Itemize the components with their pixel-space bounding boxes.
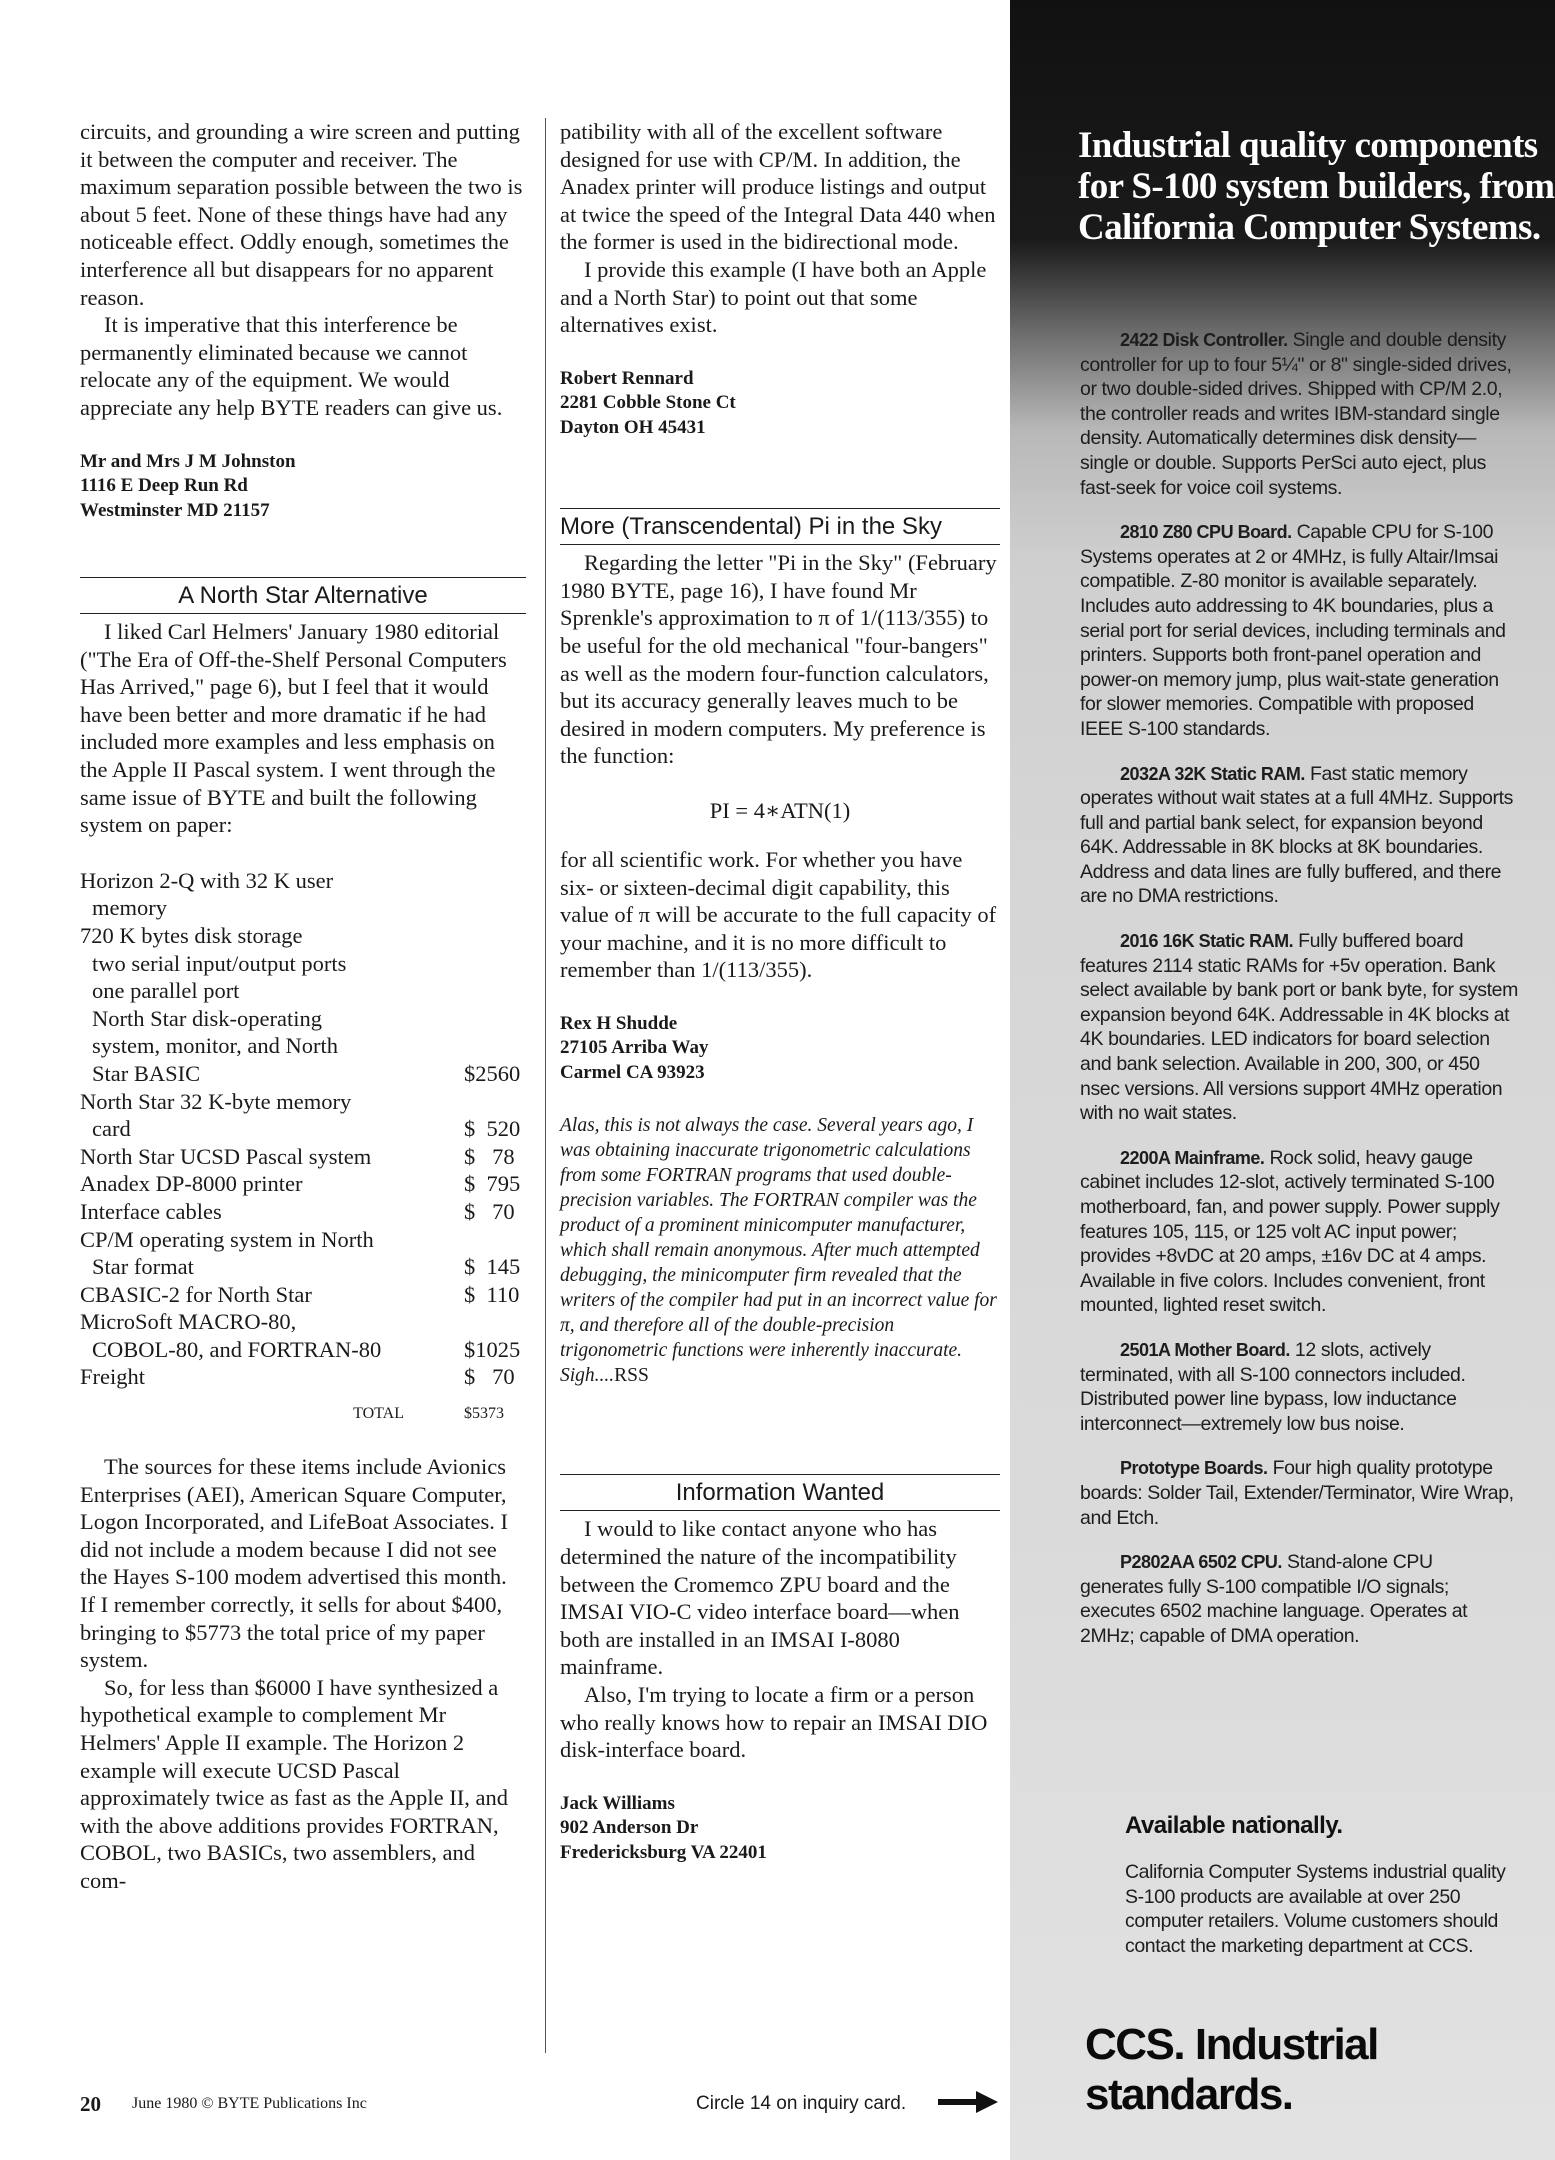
letter-paragraph: I provide this example (I have both an Apple and a North Star) to point out that some alternatives exist. bbox=[560, 256, 987, 338]
item-name: North Star UCSD Pascal system bbox=[80, 1143, 372, 1169]
letter-paragraph: Regarding the letter "Pi in the Sky" (February 1980 BYTE, page 16), I have found Mr Sprenkle's approximation to π of 1/(113/355) to be useful for the old mechanical "four-bangers" as well as the modern four-function calculators, but its accuracy generally leaves much to be desired in modern computers. My preference is the function: bbox=[560, 550, 997, 769]
ad-product-text: Single and double density controller for up to four 5¼" or 8" single-sided drives, or two double-sided drives. Shipped with CP/M 2.0, the controller reads and writes IBM-standard single density. Automatically determines disk density—single or double. Supports PerSci auto eject, plus fast-seek for voice coil systems. bbox=[1080, 329, 1512, 499]
column-2 bbox=[560, 118, 1000, 1865]
ad-product-name: 2810 Z80 CPU Board. bbox=[1120, 522, 1292, 543]
price-list-item bbox=[80, 1115, 526, 1143]
item-price bbox=[464, 922, 526, 950]
item-price bbox=[464, 950, 526, 978]
ad-product bbox=[1080, 328, 1520, 500]
price-list-item bbox=[80, 977, 526, 1005]
ad-product-text: Rock solid, heavy gauge cabinet includes 12-slot, actively terminated S-100 motherboard, fan, and power supply. Power supply features 105, 115, or 125 volt AC input power; provides +8vDC at 20 amps, ±16v DC at 4 amps. Available in five colors. Includes convenient, front mounted, lighted reset switch. bbox=[1080, 1146, 1500, 1317]
item-price: $ 520 bbox=[464, 1116, 521, 1142]
section-heading-information-wanted: Information Wanted bbox=[560, 1474, 1000, 1511]
price-list-item bbox=[80, 1363, 526, 1391]
item-name: North Star 32 K-byte memory bbox=[80, 1088, 352, 1114]
ad-product-name: 2422 Disk Controller. bbox=[1120, 330, 1288, 350]
item-price: $ 70 bbox=[464, 1198, 515, 1224]
item-name: memory bbox=[92, 895, 167, 921]
item-price: $ 78 bbox=[464, 1143, 515, 1169]
ad-available-title: Available nationally. bbox=[1125, 1812, 1343, 1839]
page-number: 20 bbox=[80, 2092, 101, 2116]
item-name: North Star disk-operating bbox=[92, 1005, 322, 1031]
item-price bbox=[464, 894, 526, 922]
price-list-item bbox=[80, 1088, 526, 1116]
signature-williams: Jack Williams 902 Anderson Dr Fredericksburg VA 22401 bbox=[560, 1792, 767, 1863]
ad-product-name: 2200A Mainframe. bbox=[1120, 1147, 1265, 1168]
item-name: Star BASIC bbox=[92, 1060, 201, 1086]
ad-product-text: Stand-alone CPU generates fully S-100 compatible I/O signals; executes 6502 machine language. Operates at 2MHz; capable of DMA operation. bbox=[1080, 1551, 1468, 1647]
price-list-item bbox=[80, 1226, 526, 1254]
price-list-item bbox=[80, 1143, 526, 1171]
price-list-item bbox=[80, 867, 526, 895]
letter-paragraph: So, for less than $6000 I have synthesized a hypothetical example to complement Mr Helmers' Apple II example. The Horizon 2 example will execute UCSD Pascal approximately twice as fast as the Apple II, and with the above additions provides FORTRAN, COBOL, two BASICs, two assemblers, and com- bbox=[80, 1674, 508, 1893]
ad-product bbox=[1080, 762, 1520, 910]
arrow-right-icon bbox=[938, 2091, 998, 2113]
ad-product bbox=[1080, 1550, 1520, 1648]
section-heading-pi: More (Transcendental) Pi in the Sky bbox=[560, 508, 1000, 545]
price-list-item bbox=[80, 1005, 526, 1033]
price-list-item bbox=[80, 1308, 526, 1336]
price-list-item bbox=[80, 1198, 526, 1226]
item-price bbox=[464, 1308, 526, 1336]
total-label: TOTAL bbox=[353, 1405, 404, 1423]
letter-paragraph: The sources for these items include Avionics Enterprises (AEI), American Square Computer, Logon Incorporated, and LifeBoat Associates. I did not include a modem because I did not see the Hayes S-100 modem advertised this month. If I remember correctly, it sells for about $400, bringing to $5773 the total price of my paper system. bbox=[80, 1454, 508, 1673]
ad-product bbox=[1080, 520, 1520, 741]
item-name: 720 K bytes disk storage bbox=[80, 922, 303, 948]
letter-paragraph: patibility with all of the excellent software designed for use with CP/M. In addition, the Anadex printer will produce listings and output at twice the speed of the Integral Data 440 when the former is used in the bidirectional mode. bbox=[560, 119, 996, 255]
price-list-item bbox=[80, 1170, 526, 1198]
item-price: $ 110 bbox=[464, 1281, 520, 1307]
item-price: $ 70 bbox=[464, 1364, 515, 1390]
item-name: two serial input/output ports bbox=[92, 950, 347, 976]
letter-paragraph: It is imperative that this interference be permanently eliminated because we cannot relocate any of the equipment. We would appreciate any help BYTE readers can give us. bbox=[80, 312, 503, 420]
item-price bbox=[464, 1226, 526, 1254]
ad-product bbox=[1080, 929, 1520, 1126]
item-name: Horizon 2-Q with 32 K user bbox=[80, 867, 334, 893]
price-list-item bbox=[80, 922, 526, 950]
ad-product-text: Capable CPU for S-100 Systems operates at 2 or 4MHz, is fully Altair/Imsai compatible. Z-80 monitor is available separately. Includes auto addressing to 4K boundaries, plus a serial port for serial devices, including terminals and printers. Supports both front-panel operation and power-on memory jump, plus wait-state generation for slower memories. Compatible with proposed IEEE S-100 standards. bbox=[1080, 521, 1506, 740]
column-divider bbox=[545, 118, 546, 2053]
inquiry-note: Circle 14 on inquiry card. bbox=[696, 2093, 907, 2114]
item-name: system, monitor, and North bbox=[92, 1033, 338, 1059]
ad-product-text: 12 slots, actively terminated, with all S-100 connectors included. Distributed power line bypass, low inductance interconnect—extremely low bus noise. bbox=[1080, 1338, 1466, 1435]
ad-product-name: 2032A 32K Static RAM. bbox=[1120, 763, 1305, 784]
section-heading-north-star: A North Star Alternative bbox=[80, 577, 526, 614]
ad-product-list bbox=[1080, 328, 1520, 1669]
ad-product bbox=[1080, 1338, 1520, 1436]
item-name: one parallel port bbox=[92, 978, 240, 1004]
total-value: $5373 bbox=[464, 1405, 504, 1423]
price-list bbox=[80, 867, 526, 1391]
ad-product-text: Fast static memory operates without wait states at a full 4MHz. Supports full and partial bank select, for expansion beyond 64K. Addressable in 8K blocks at 8K boundaries. Address and data lines are fully buffered, and there are no DMA restrictions. bbox=[1080, 762, 1513, 908]
letter-paragraph: for all scientific work. For whether you have six- or sixteen-decimal digit capability, this value of π will be accurate to the full capacity of your machine, and it is no more difficult to remember than 1/(113/355). bbox=[560, 847, 997, 983]
editor-note: Alas, this is not always the case. Several years ago, I was obtaining inaccurate trigonometric calculations from some FORTRAN programs that used double-precision variables. The FORTRAN compiler was the product of a prominent minicomputer manufacturer, which shall remain anonymous. After much attempted debugging, the minicomputer firm revealed that the writers of the compiler had put in an incorrect value for π, and therefore all of the double-precision trigonometric functions were inherently inaccurate. Sigh....RSS bbox=[560, 1115, 997, 1387]
ad-product-text: Four high quality prototype boards: Solder Tail, Extender/Terminator, Wire Wrap, and Etch. bbox=[1080, 1457, 1514, 1529]
item-name: Freight bbox=[80, 1364, 145, 1390]
price-list-item bbox=[80, 1336, 526, 1364]
item-name: card bbox=[92, 1116, 131, 1142]
item-name: CP/M operating system in North bbox=[80, 1226, 374, 1252]
item-price bbox=[464, 1088, 526, 1116]
ad-product-name: 2501A Mother Board. bbox=[1120, 1339, 1290, 1360]
letter-paragraph: Also, I'm trying to locate a firm or a person who really knows how to repair an IMSAI DIO disk-interface board. bbox=[560, 1682, 988, 1763]
item-price bbox=[464, 1005, 526, 1033]
item-price: $ 145 bbox=[464, 1254, 521, 1280]
price-list-item bbox=[80, 894, 526, 922]
item-price bbox=[464, 977, 526, 1005]
ad-product-name: Prototype Boards. bbox=[1120, 1458, 1268, 1479]
ad-product bbox=[1080, 1456, 1520, 1530]
item-name: Star format bbox=[92, 1254, 194, 1280]
ad-product-text: Fully buffered board features 2114 static RAMs for +5v operation. Bank select available by bank port or bank byte, for system expansion beyond 64K. Addressable in 4K blocks at 4K boundaries. LED indicators for board selection and bank selection. Available in 200, 300, or 450 nsec versions. All versions support 4MHz operation with no wait states. bbox=[1080, 930, 1518, 1125]
price-list-item bbox=[80, 950, 526, 978]
editor-initials: RSS bbox=[614, 1365, 649, 1387]
item-name: COBOL-80, and FORTRAN-80 bbox=[92, 1336, 382, 1362]
ad-tagline: CCS. Industrial standards. bbox=[1085, 2020, 1378, 2119]
ad-available-text: California Computer Systems industrial quality S-100 products are available at over 250 computer retailers. Volume customers should contact the marketing department at CCS. bbox=[1125, 1861, 1506, 1957]
ccs-advertisement bbox=[1010, 0, 1555, 2160]
price-list-item bbox=[80, 1060, 526, 1088]
price-list-item bbox=[80, 1032, 526, 1060]
item-price bbox=[464, 1032, 526, 1060]
item-price bbox=[464, 867, 526, 895]
item-name: Anadex DP-8000 printer bbox=[80, 1171, 303, 1197]
item-name: Interface cables bbox=[80, 1198, 222, 1224]
ad-product-name: 2016 16K Static RAM. bbox=[1120, 931, 1294, 952]
signature-shudde: Rex H Shudde 27105 Arriba Way Carmel CA 93923 bbox=[560, 1012, 709, 1083]
item-price: $ 795 bbox=[464, 1171, 521, 1197]
letter-paragraph: circuits, and grounding a wire screen and putting it between the computer and receiver. The maximum separation possible between the two is about 5 feet. None of these things have had any noticeable effect. Oddly enough, sometimes the interference all but disappears for no apparent reason. bbox=[80, 119, 523, 310]
ad-product-name: P2802AA 6502 CPU. bbox=[1120, 1552, 1282, 1573]
price-list-item bbox=[80, 1253, 526, 1281]
letter-paragraph: I would to like contact anyone who has determined the nature of the incompatibility between the Cromemco ZPU board and the IMSAI VIO-C video interface board—when both are installed in an IMSAI I-8080 mainframe. bbox=[560, 1516, 960, 1680]
item-name: CBASIC-2 for North Star bbox=[80, 1281, 312, 1307]
ad-headline: Industrial quality components for S-100 system builders, from California Computer Systems. bbox=[1078, 125, 1555, 248]
item-name: MicroSoft MACRO-80, bbox=[80, 1309, 297, 1335]
item-price: $1025 bbox=[464, 1336, 521, 1362]
formula: PI = 4∗ATN(1) bbox=[709, 798, 851, 823]
item-price: $2560 bbox=[464, 1060, 521, 1086]
price-total bbox=[80, 1405, 526, 1423]
publication-line: June 1980 © BYTE Publications Inc bbox=[132, 2095, 367, 2112]
column-1 bbox=[80, 118, 526, 1895]
letter-paragraph: I liked Carl Helmers' January 1980 editorial ("The Era of Off-the-Shelf Personal Computers Has Arrived," page 6), but I feel that it would have been better and more dramatic if he had included more examples and less emphasis on the Apple II Pascal system. I went through the same issue of BYTE and built the following system on paper: bbox=[80, 619, 507, 838]
signature-rennard: Robert Rennard 2281 Cobble Stone Ct Dayton OH 45431 bbox=[560, 367, 736, 438]
ad-product bbox=[1080, 1146, 1520, 1318]
signature-johnston: Mr and Mrs J M Johnston 1116 E Deep Run Rd Westminster MD 21157 bbox=[80, 450, 296, 521]
price-list-item bbox=[80, 1281, 526, 1309]
